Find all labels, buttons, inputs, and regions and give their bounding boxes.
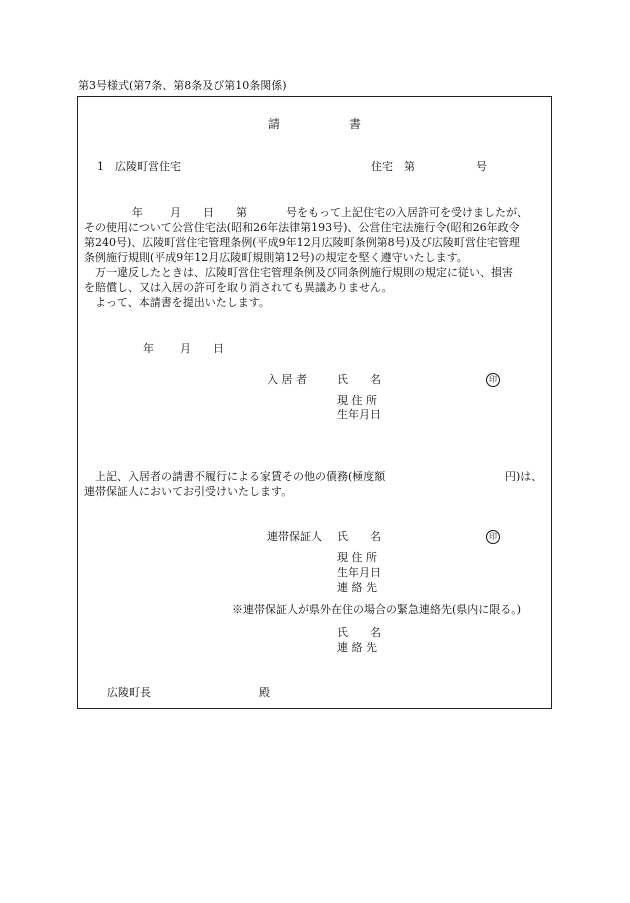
guarantor-role-label: 連帯保証人 (267, 530, 322, 543)
body-line2: その使用について公営住宅法(昭和26年法律第193号)、公営住宅法施行令(昭和26年政令 (84, 221, 520, 234)
guarantor-seal-icon: 印 (486, 530, 500, 544)
form-number-title: 第3号様式(第7条、第8条及び第10条関係) (78, 79, 287, 92)
body-line6: を賠償し、又は入居の許可を取り消されても異議ありません。 (84, 281, 393, 294)
emergency-name-label: 氏 名 (337, 626, 381, 639)
date-day: 日 (213, 342, 224, 355)
tenant-role-label: 入 居 者 (267, 373, 307, 386)
item1-housing-number-label: 住宅 第 (371, 160, 415, 173)
tenant-name-label: 氏 名 (337, 373, 381, 386)
body-line7: よって、本請書を提出いたします。 (95, 296, 270, 309)
body-year: 年 (132, 206, 143, 219)
body-day: 日 (203, 206, 214, 219)
body-line4: 条例施行規則(平成9年12月広陵町規則第12号)の規定を堅く遵守いたします。 (84, 251, 468, 264)
doc-title-left: 請 (268, 117, 281, 131)
tenant-birth-label: 生年月日 (337, 408, 381, 421)
document-frame (77, 96, 552, 709)
tenant-seal-mark (486, 372, 500, 387)
date-year: 年 (143, 342, 154, 355)
guarantor-contact-label: 連 絡 先 (337, 581, 377, 594)
body-dai: 第 (236, 206, 247, 219)
tenant-address-label: 現 住 所 (337, 394, 377, 407)
body-month: 月 (170, 206, 181, 219)
item1-label: 1 広陵町営住宅 (97, 160, 181, 173)
date-month: 月 (180, 342, 191, 355)
body-line5: 万一違反したときは、広陵町営住宅管理条例及び同条例施行規則の規定に従い、損害 (95, 266, 513, 279)
doc-title-right: 書 (349, 117, 362, 131)
emergency-contact-label: 連 絡 先 (337, 641, 377, 654)
guarantor-name-label: 氏 名 (337, 530, 381, 543)
body-line1-rest: 号をもって上記住宅の入居許可を受けましたが、 (286, 206, 528, 219)
body-line3: 第240号)、広陵町営住宅管理条例(平成9年12月広陵町条例第8号)及び広陵町営住宅管理 (84, 236, 520, 249)
item1-number-suffix: 号 (476, 160, 487, 173)
guarantor-birth-label: 生年月日 (337, 566, 381, 579)
addressee-honorific: 殿 (259, 686, 270, 699)
guarantee-line2: 連帯保証人においてお引受けいたします。 (84, 485, 293, 498)
guarantee-line1-suffix: 円)は、 (505, 470, 543, 483)
guarantor-seal-mark (486, 529, 500, 544)
guarantor-address-label: 現 住 所 (337, 551, 377, 564)
emergency-note: ※連帯保証人が県外在住の場合の緊急連絡先(県内に限る。) (232, 603, 522, 616)
tenant-seal-icon: 印 (486, 373, 500, 387)
addressee-name: 広陵町長 (107, 686, 151, 699)
guarantee-line1: 上記、入居者の請書不履行による家賃その他の債務(極度額 (95, 470, 386, 483)
